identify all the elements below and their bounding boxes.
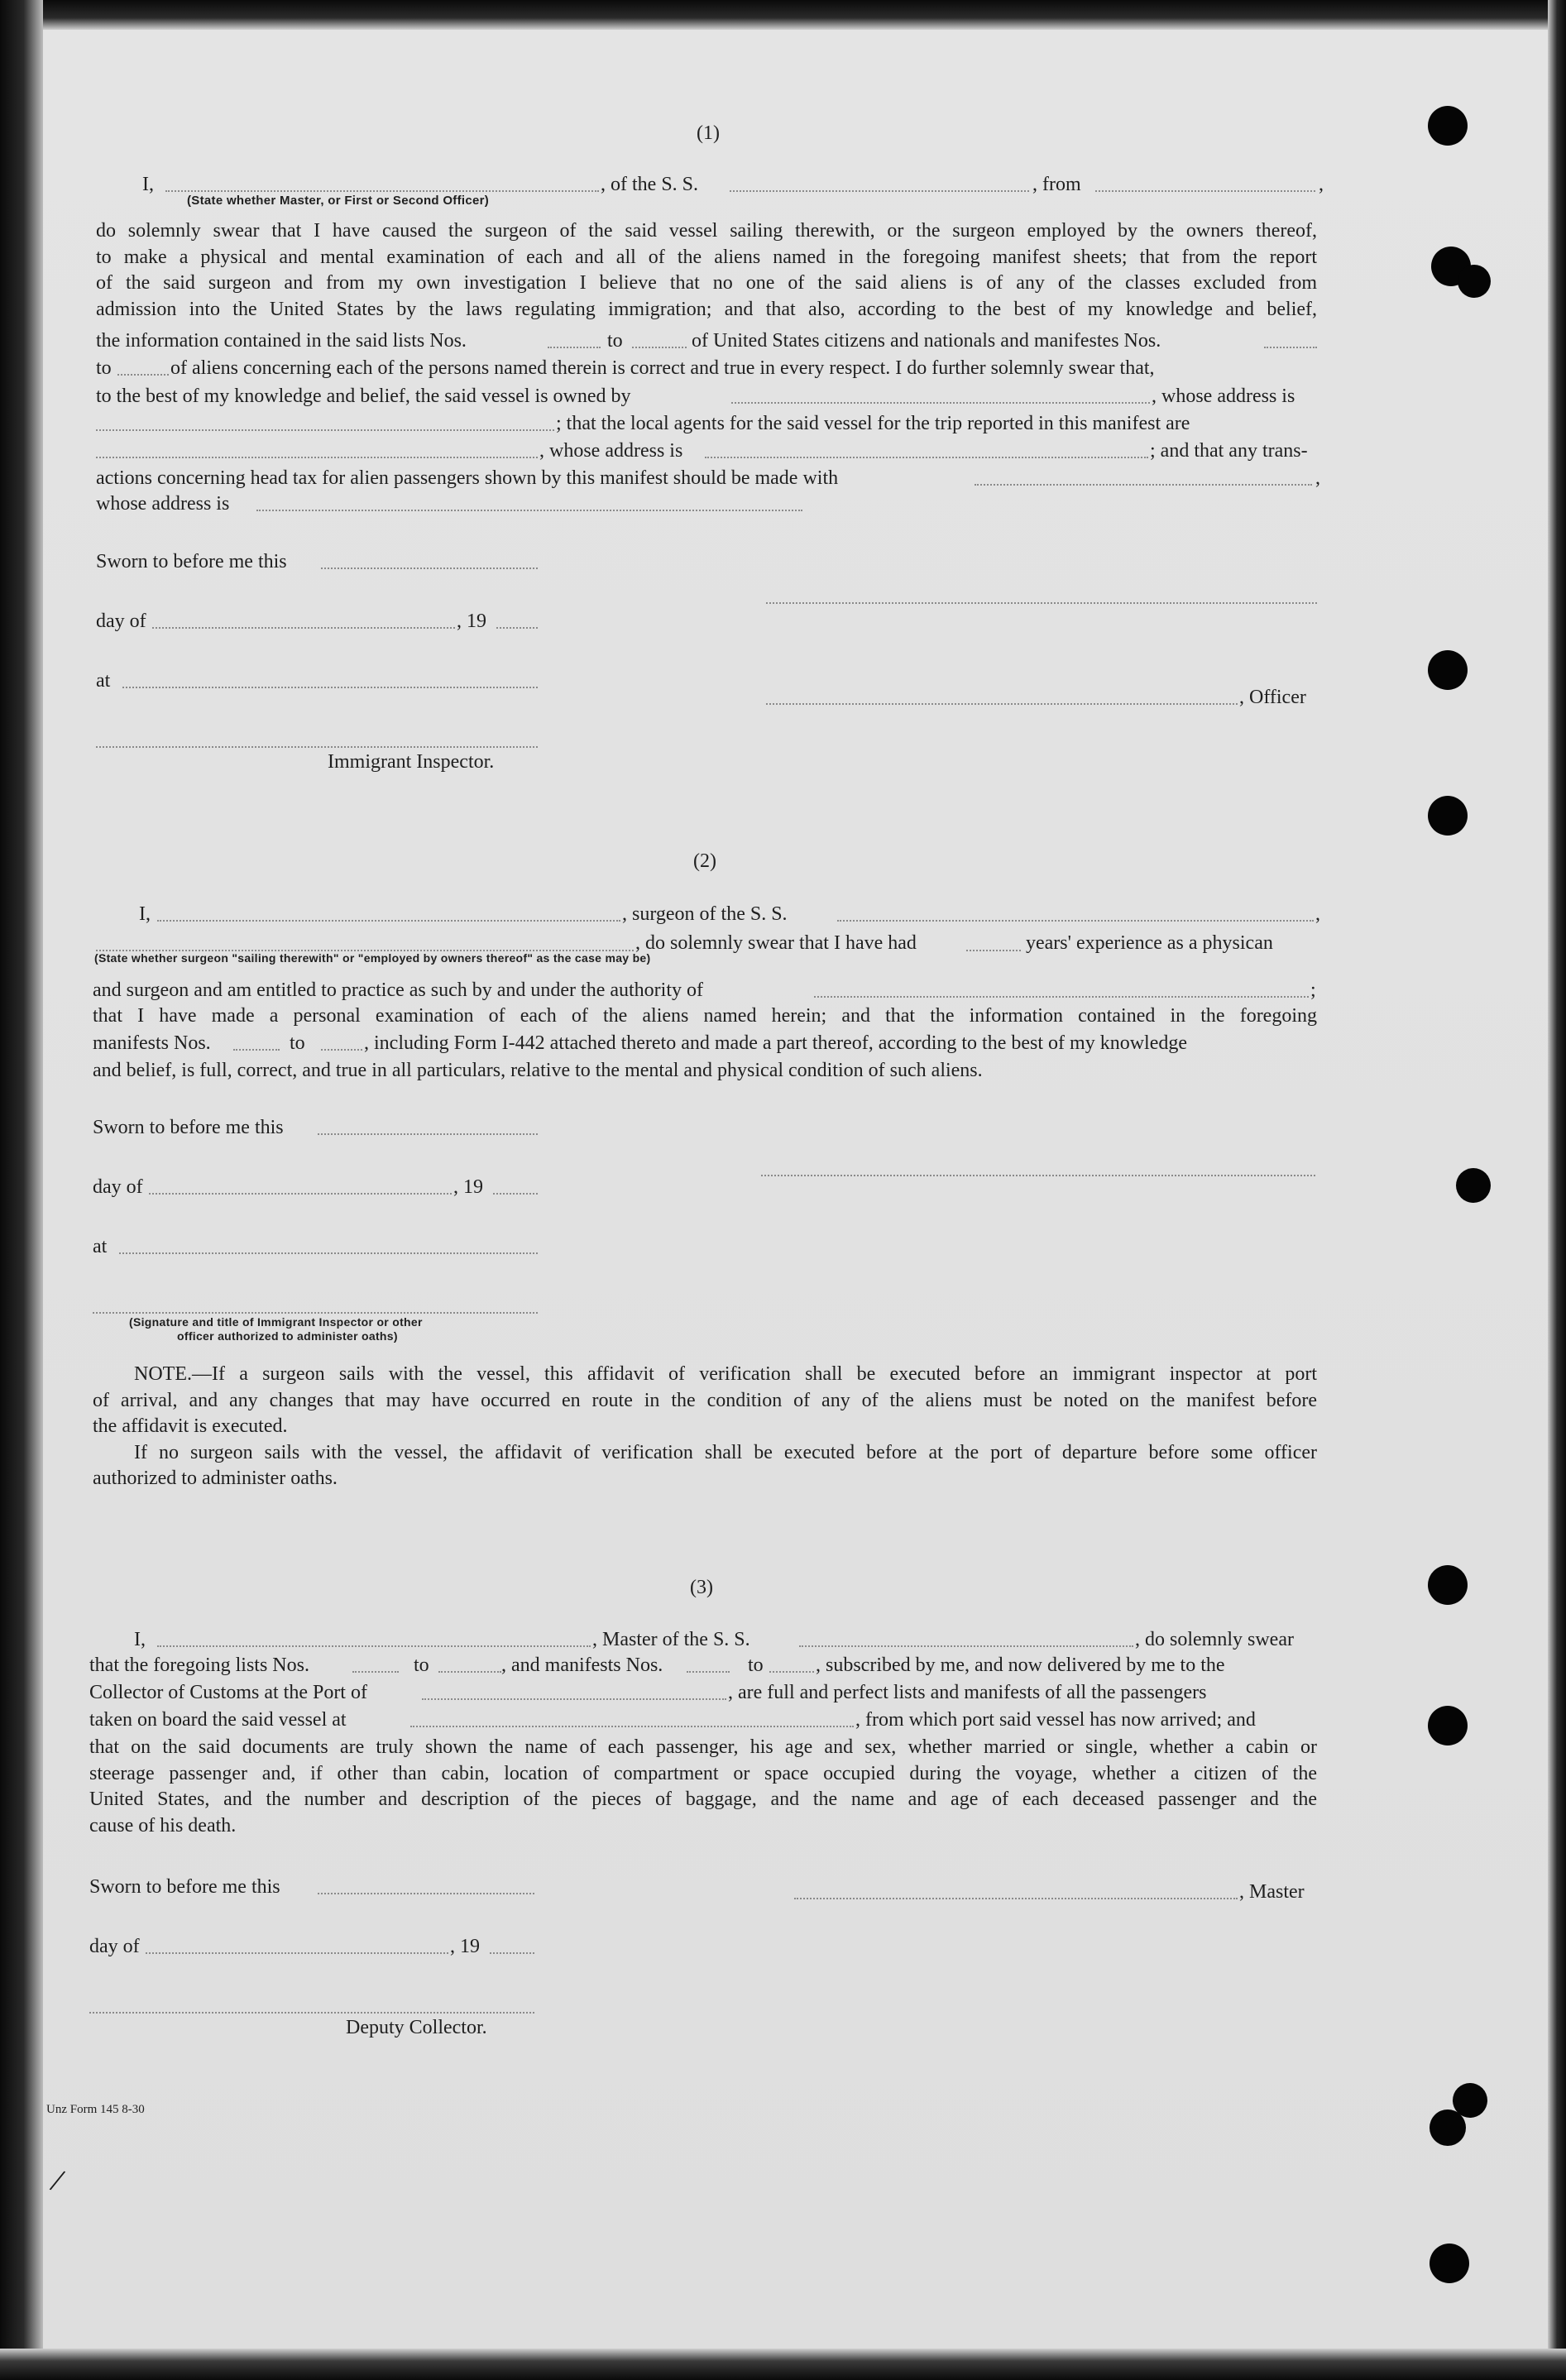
section-3-heading: (3)	[690, 1577, 713, 1598]
s2-sig-note-1: (Signature and title of Immigrant Inspector or other	[129, 1315, 423, 1329]
s2-note-line-2: of arrival, and any changes that may have occurred en route in the condition of any of the aliens must be noted on the manifest before	[93, 1389, 1317, 1411]
s2-manifests-to-field[interactable]	[321, 1049, 362, 1051]
s2-note-line-4: If no surgeon sails with the vessel, the affidavit of verification shall be executed before at the port of departure before some officer	[134, 1441, 1317, 1463]
s3-l2a: that the foregoing lists Nos.	[89, 1655, 309, 1676]
s2-sig-note-2: officer authorized to administer oaths)	[177, 1329, 398, 1343]
s1-comma: ,	[1319, 174, 1324, 195]
s3-vessel-name-field[interactable]	[799, 1645, 1133, 1647]
s3-master: , Master	[1239, 1881, 1305, 1903]
punch-hole	[1428, 796, 1468, 836]
s3-l4b: , from which port said vessel has now arrived; and	[855, 1709, 1256, 1731]
s1-l6b: of aliens concerning each of the persons named therein is correct and true in every respect. I do further solemnly swear that,	[170, 357, 1155, 379]
s3-line-8: cause of his death.	[89, 1814, 237, 1836]
s3-l2e: , subscribed by me, and now delivered by me to the	[816, 1655, 1225, 1676]
s1-lists-to-field[interactable]	[632, 347, 687, 348]
s3-year-field[interactable]	[490, 1952, 534, 1954]
s1-l5c: of United States citizens and nationals and manifestes Nos.	[692, 330, 1161, 352]
s3-i: I,	[134, 1629, 146, 1650]
s1-line-2: to make a physical and mental examination of each and all of the aliens named in the foregoing manifest sheets; that from the report	[96, 246, 1317, 268]
s2-at: at	[93, 1236, 108, 1257]
s2-i: I,	[139, 903, 151, 925]
s1-year-field[interactable]	[496, 627, 538, 629]
s2-year: , 19	[453, 1176, 483, 1198]
s1-at-place-field[interactable]	[122, 687, 538, 688]
s1-inspector-signature-field[interactable]	[96, 746, 538, 748]
s2-note-paragraph	[93, 1362, 1317, 1492]
s1-day-of: day of	[96, 611, 146, 632]
s2-sworn: Sworn to before me this	[93, 1117, 284, 1138]
s1-local-agents-field[interactable]	[96, 457, 538, 458]
s3-oath-paragraph	[89, 1735, 1317, 1839]
s3-sworn-day-field[interactable]	[318, 1893, 534, 1894]
s1-line-4: admission into the United States by the laws regulating immigration; and that also, according to the best of my knowledge and belief,	[96, 298, 1317, 320]
s1-officer-field[interactable]	[766, 703, 1238, 705]
s1-l9b: ; and that any trans-	[1150, 440, 1308, 462]
s3-manifests-from-field[interactable]	[687, 1671, 730, 1673]
s1-l10b: ,	[1315, 467, 1320, 489]
s3-month-field[interactable]	[146, 1952, 448, 1954]
s3-master-name-field[interactable]	[157, 1645, 591, 1647]
s3-line-6: steerage passenger and, if other than cabin, location of compartment or space occupied during the voyage, whether a citizen of the	[89, 1762, 1317, 1784]
s2-l3b: ;	[1310, 979, 1316, 1001]
punch-hole	[1430, 2244, 1469, 2283]
s3-deputy: Deputy Collector.	[346, 2017, 487, 2038]
s1-line-3: of the said surgeon and from my own investigation I believe that no one of the said aliens is of any of the classes excluded from	[96, 272, 1317, 295]
s3-lists-from-field[interactable]	[352, 1671, 399, 1673]
s2-l3a: and surgeon and am entitled to practice as such by and under the authority of	[93, 979, 703, 1001]
s1-officer: , Officer	[1239, 687, 1306, 708]
s1-l8: ; that the local agents for the said vessel for the trip reported in this manifest are	[556, 413, 1190, 434]
s2-years-field[interactable]	[966, 950, 1021, 951]
s1-l5a: the information contained in the said lists Nos.	[96, 330, 467, 352]
s3-swear: , do solemnly swear	[1135, 1629, 1294, 1650]
punch-hole	[1428, 1706, 1468, 1745]
section-2-heading: (2)	[693, 850, 716, 872]
s2-l2a: , do solemnly swear that I have had	[635, 932, 917, 954]
s2-sworn-day-field[interactable]	[318, 1133, 538, 1135]
punch-hole	[1430, 2109, 1466, 2146]
s1-l11: whose address is	[96, 493, 230, 515]
scan-border-right	[1548, 0, 1566, 2380]
punch-hole	[1458, 265, 1491, 298]
s2-note-line-3: the affidavit is executed.	[93, 1415, 288, 1438]
scan-border-left	[0, 0, 43, 2380]
s1-l7a: to the best of my knowledge and belief, the said vessel is owned by	[96, 385, 631, 407]
s1-l6a: to	[96, 357, 112, 379]
s1-from: , from	[1032, 174, 1081, 195]
s1-signature-field[interactable]	[766, 602, 1317, 604]
s1-officer-name-field[interactable]	[165, 190, 599, 192]
s3-year: , 19	[450, 1936, 480, 1957]
scan-border-bottom	[0, 2349, 1566, 2380]
s3-master-of: , Master of the S. S.	[592, 1629, 750, 1650]
s2-comma: ,	[1315, 903, 1320, 925]
s1-agents-address-field[interactable]	[705, 457, 1148, 458]
s3-line-7: United States, and the number and description of the pieces of baggage, and the name and age of each deceased passenger and the	[89, 1789, 1317, 1811]
punch-hole	[1428, 106, 1468, 146]
s1-owner-address-field[interactable]	[96, 429, 554, 431]
s3-port-field[interactable]	[422, 1698, 726, 1700]
scan-border-top	[0, 0, 1566, 30]
s2-inspector-signature-field[interactable]	[93, 1312, 538, 1314]
s1-sworn-day-field[interactable]	[321, 567, 538, 569]
s3-master-signature-field[interactable]	[794, 1898, 1238, 1899]
s2-manifests-from-field[interactable]	[233, 1049, 280, 1051]
s2-l6: and belief, is full, correct, and true in all particulars, relative to the mental and physical condition of such aliens.	[93, 1060, 983, 1081]
s2-vessel-name-field[interactable]	[837, 920, 1314, 922]
punch-hole	[1456, 1168, 1491, 1203]
section-1-heading: (1)	[697, 122, 720, 144]
s3-sworn: Sworn to before me this	[89, 1876, 280, 1898]
s2-l2b: years' experience as a physican	[1026, 932, 1273, 954]
s1-oath-paragraph	[96, 218, 1317, 323]
s1-i: I,	[142, 174, 154, 195]
s2-l5b: to	[290, 1032, 305, 1054]
s1-lists-from-field[interactable]	[548, 347, 601, 348]
s3-line-5: that on the said documents are truly shown the name of each passenger, his age and sex, whether married or single, whether a cabin or	[89, 1736, 1317, 1758]
s1-officer-note: (State whether Master, or First or Second Officer)	[187, 194, 490, 208]
s2-note-line-1: NOTE.—If a surgeon sails with the vessel, this affidavit of verification shall be executed before an immigrant inspector at port	[134, 1363, 1317, 1385]
s2-year-field[interactable]	[493, 1193, 538, 1195]
s2-l5a: manifests Nos.	[93, 1032, 211, 1054]
s2-at-place-field[interactable]	[119, 1252, 538, 1254]
s1-owner-field[interactable]	[731, 402, 1150, 404]
pen-mark: /	[46, 2161, 69, 2200]
s1-month-field[interactable]	[152, 627, 455, 629]
s1-inspector: Immigrant Inspector.	[328, 751, 495, 773]
s1-l7b: , whose address is	[1152, 385, 1295, 407]
s3-manifests-to-field[interactable]	[769, 1671, 814, 1673]
punch-hole	[1428, 650, 1468, 690]
s1-line-1: do solemnly swear that I have caused the surgeon of the said vessel sailing therewith, or the surgeon employed by the owners thereof,	[96, 220, 1317, 242]
s2-month-field[interactable]	[149, 1193, 452, 1195]
s1-of-ss: , of the S. S.	[601, 174, 699, 195]
s2-surgeon-note: (State whether surgeon "sailing therewith" or "employed by owners thereof" as the case may be)	[94, 951, 651, 965]
s1-l9a: , whose address is	[539, 440, 683, 462]
s1-manifests-from-field[interactable]	[1264, 347, 1317, 348]
s2-authority-field[interactable]	[814, 996, 1309, 998]
s3-l4a: taken on board the said vessel at	[89, 1709, 347, 1731]
s2-line-4: that I have made a personal examination of each of the aliens named herein; and that the information contained in the foregoing	[93, 1005, 1317, 1027]
s2-surgeon-name-field[interactable]	[157, 920, 620, 922]
s2-l5c: , including Form I-442 attached thereto and made a part thereof, according to the best of my knowledge	[364, 1032, 1188, 1054]
s2-signature-field[interactable]	[761, 1175, 1315, 1176]
s1-manifests-to-field[interactable]	[117, 374, 169, 376]
s3-boarded-at-field[interactable]	[410, 1726, 854, 1727]
s1-from-port-field[interactable]	[1095, 190, 1315, 192]
s1-year: , 19	[457, 611, 486, 632]
s2-exam-line	[93, 1003, 1317, 1030]
s3-l2b: to	[414, 1655, 429, 1676]
s1-vessel-name-field[interactable]	[730, 190, 1029, 192]
s3-lists-to-field[interactable]	[438, 1671, 501, 1673]
form-id: Unz Form 145 8-30	[46, 2103, 145, 2116]
s3-day-of: day of	[89, 1936, 140, 1957]
s3-collector-signature-field[interactable]	[89, 2012, 534, 2014]
s1-sworn: Sworn to before me this	[96, 551, 287, 572]
s1-at: at	[96, 670, 111, 692]
s3-l2c: , and manifests Nos.	[501, 1655, 663, 1676]
s2-surgeon-of: , surgeon of the S. S.	[622, 903, 788, 925]
s3-l3b: , are full and perfect lists and manifests of all the passengers	[728, 1682, 1207, 1703]
s3-l3a: Collector of Customs at the Port of	[89, 1682, 367, 1703]
s3-l2d: to	[748, 1655, 764, 1676]
s1-head-tax-address-field[interactable]	[256, 510, 802, 511]
s1-l10a: actions concerning head tax for alien passengers shown by this manifest should be made with	[96, 467, 839, 489]
s1-head-tax-contact-field[interactable]	[975, 484, 1312, 486]
s1-l5b: to	[607, 330, 623, 352]
s2-day-of: day of	[93, 1176, 143, 1198]
s2-note-line-5: authorized to administer oaths.	[93, 1468, 338, 1490]
punch-hole	[1428, 1565, 1468, 1605]
